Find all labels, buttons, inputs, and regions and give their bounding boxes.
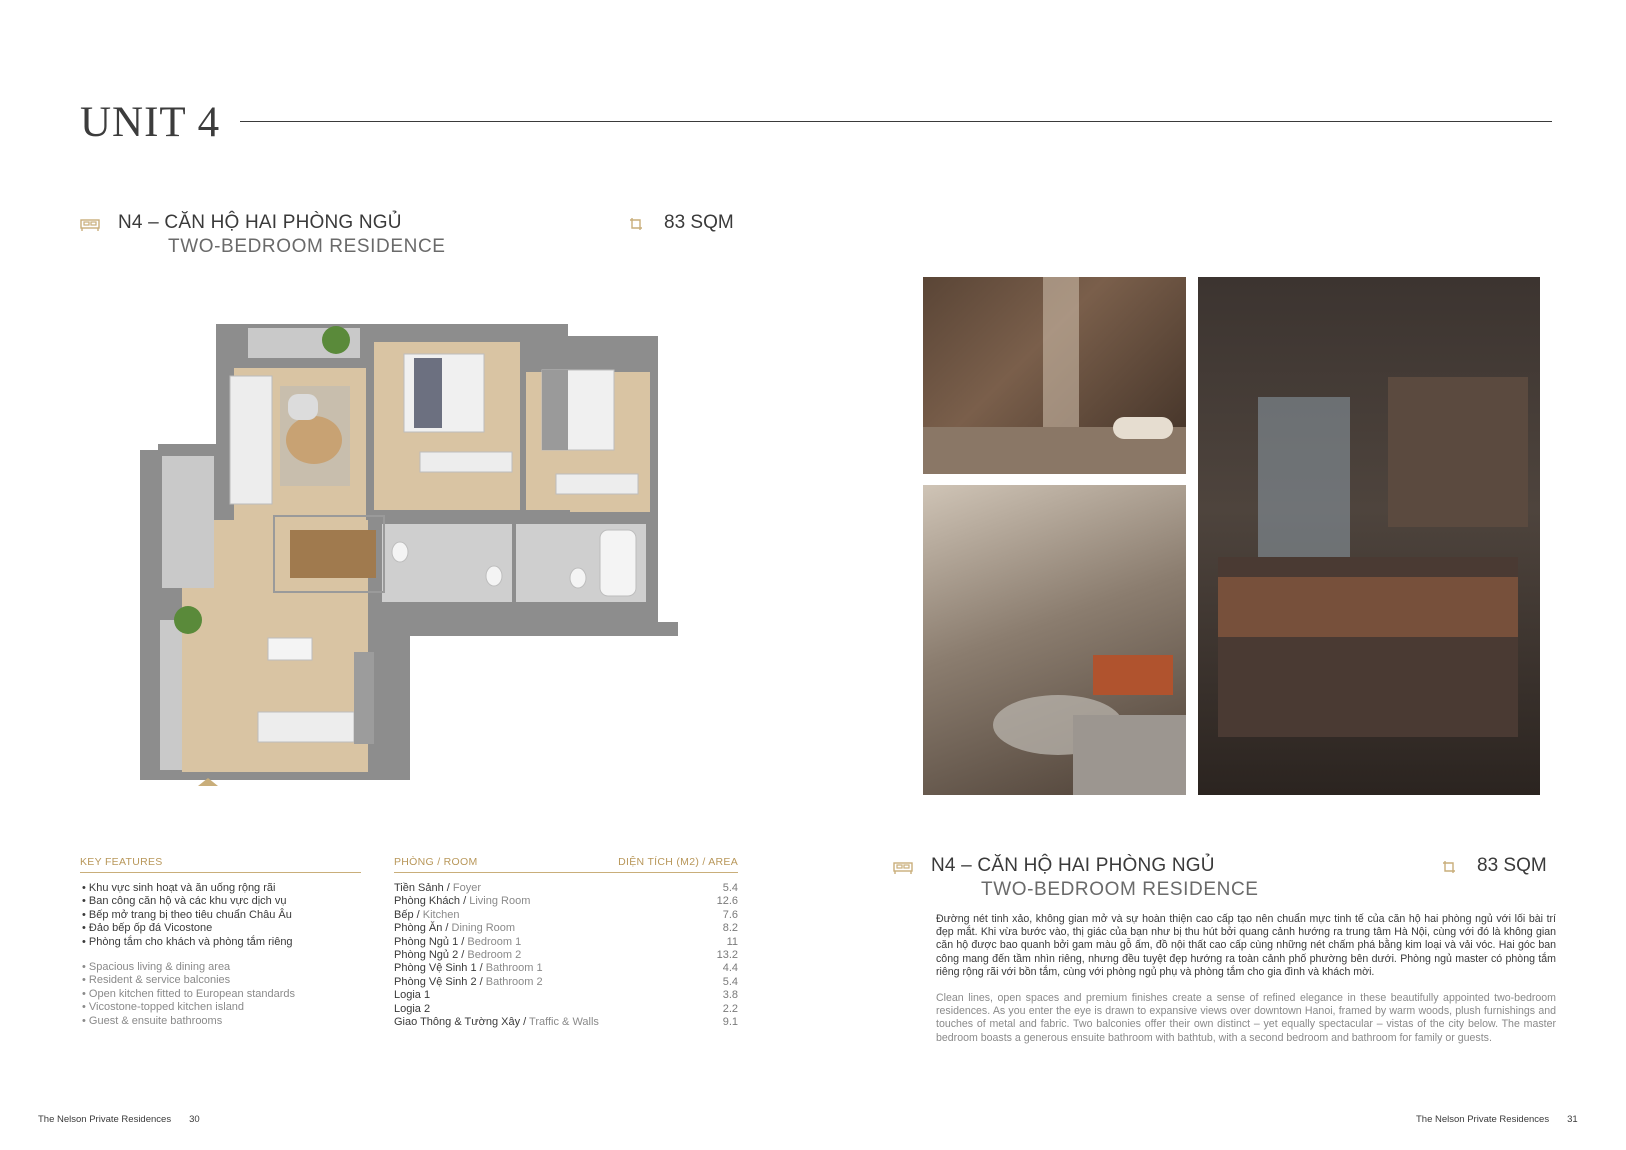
- room-area: 4.4: [722, 962, 738, 975]
- room-row: [394, 1016, 738, 1029]
- room-area: 13.2: [716, 949, 738, 961]
- description-en: Clean lines, open spaces and premium finishes create a sense of refined elegance in these beautifully appointed two-bedroom residences. As you enter the eye is drawn to expansive views over downtown Hanoi, framed by warm woods, plush furnishings and touches of metal and fabric. Two balconies offer their own distinct – yet equally spectacular – vistas of the city below. The master bedroom boasts a generous ensuite bathroom with bathtub, with a second bedroom and bathroom for family or guests.: [936, 992, 1556, 1044]
- rooms-rule: [394, 872, 738, 873]
- room-name-vn: Tiền Sảnh /: [394, 882, 453, 894]
- photo-foyer: [923, 277, 1186, 474]
- room-name-vn: Bếp /: [394, 908, 423, 921]
- floor-plan-drawing: [138, 320, 698, 790]
- unit-header-right: [893, 855, 1553, 905]
- floor-plan: [138, 320, 698, 790]
- unit-name-en: TWO-BEDROOM RESIDENCE: [168, 236, 446, 257]
- unit-area-value: 83 SQM: [664, 212, 734, 233]
- room-name-vn: Logia 2: [394, 1002, 431, 1015]
- bed-icon: [893, 861, 913, 875]
- features-rule: [80, 872, 361, 873]
- room-name-en: Foyer: [452, 882, 482, 894]
- page-number: 31: [1567, 1114, 1578, 1125]
- footer-brand: The Nelson Private Residences: [38, 1114, 172, 1125]
- room-area: 5.4: [722, 882, 738, 894]
- features-list-vn: [82, 882, 293, 949]
- room-name-vn: Phòng Ăn /: [394, 922, 452, 935]
- room-row: [394, 976, 738, 989]
- feature-item: • Spacious living & dining area: [82, 961, 295, 974]
- room-name-en: Dining Room: [451, 922, 516, 935]
- unit-header-left: [80, 212, 740, 262]
- room-name-en: Traffic & Walls: [529, 1016, 599, 1028]
- page-title: UNIT 4: [80, 99, 221, 146]
- title-divider: [240, 121, 1552, 122]
- features-list-en: [82, 961, 295, 1028]
- description-vn: Đường nét tinh xảo, không gian mở và sự hoàn thiện cao cấp tạo nên chuẩn mực tinh tế của căn hộ hai phòng ngủ với lối bài trí đẹp mắt. Khi vừa bước vào, thị giác của bạn như bị thu hút bởi quang cảnh hướng ra trung tâm Hà Nội, cùng với đó là không gian căn hộ được bao quanh bởi gam màu gỗ ấm, đồ nội thất cao cấp cùng những nét chấm phá bằng kim loại và vải vóc. Hai góc ban công mang đến tầm nhìn riêng, nhưng đều tuyệt đẹp hướng ra toàn cảnh phố phường bên dưới. Phòng ngủ master có phòng tắm riêng rộng rãi với bồn tắm, cùng với phòng ngủ phụ và phòng tắm cho gia đình và khách mời.: [936, 913, 1556, 978]
- room-name-vn: Phòng Ngủ 2 /: [394, 949, 468, 961]
- room-row: [394, 909, 738, 922]
- room-area: 2.2: [722, 1002, 738, 1015]
- features-heading: KEY FEATURES: [80, 856, 163, 868]
- feature-item: • Ban công căn hộ và các khu vực dịch vụ: [82, 895, 293, 908]
- area-icon: [628, 216, 644, 232]
- room-row: [394, 936, 738, 949]
- room-area: 12.6: [716, 895, 738, 908]
- room-name-vn: Giao Thông & Tường Xây /: [394, 1016, 530, 1028]
- area-icon: [1441, 859, 1457, 875]
- feature-item: • Phòng tắm cho khách và phòng tắm riêng: [82, 936, 293, 949]
- footer-right: [1416, 1114, 1578, 1125]
- unit-area-value: 83 SQM: [1477, 855, 1547, 876]
- room-row: [394, 989, 738, 1002]
- room-row: [394, 962, 738, 975]
- room-area: 9.1: [722, 1016, 738, 1028]
- feature-item: • Guest & ensuite bathrooms: [82, 1015, 295, 1028]
- room-row: [394, 922, 738, 935]
- room-row: [394, 882, 738, 895]
- room-name-en: Living Room: [469, 895, 531, 908]
- room-name-en: Kitchen: [422, 908, 460, 921]
- room-row: [394, 1003, 738, 1016]
- bed-icon: [80, 218, 100, 232]
- room-name-vn: Phòng Vệ Sinh 1 /: [394, 962, 486, 975]
- room-name-vn: Phòng Khách /: [394, 895, 470, 908]
- room-row: [394, 895, 738, 908]
- room-name-en: Bedroom 2: [467, 949, 522, 961]
- feature-item: • Đảo bếp ốp đá Vicostone: [82, 922, 293, 935]
- feature-item: • Bếp mở trang bị theo tiêu chuẩn Châu Âu: [82, 909, 293, 922]
- unit-name-vn: N4 – CĂN HỘ HAI PHÒNG NGỦ: [931, 855, 1215, 876]
- room-name-en: Bathroom 2: [485, 975, 543, 988]
- rooms-heading-area: DIỆN TÍCH (M2) / AREA: [618, 856, 738, 868]
- unit-name-vn: N4 – CĂN HỘ HAI PHÒNG NGỦ: [118, 212, 402, 233]
- unit-name-en: TWO-BEDROOM RESIDENCE: [981, 879, 1259, 900]
- photo-master-bedroom: [1198, 277, 1540, 795]
- room-area: 11: [726, 935, 738, 948]
- room-area: 7.6: [722, 908, 738, 921]
- feature-item: • Resident & service balconies: [82, 974, 295, 987]
- photo-living-room: [923, 485, 1186, 795]
- room-area: 3.8: [722, 989, 738, 1002]
- room-area: 5.4: [722, 975, 738, 988]
- room-name-en: Bedroom 1: [467, 935, 522, 948]
- feature-item: • Khu vực sinh hoạt và ăn uống rộng rãi: [82, 882, 293, 895]
- room-name-vn: Phòng Vệ Sinh 2 /: [394, 975, 486, 988]
- rooms-heading-room: PHÒNG / ROOM: [394, 856, 478, 868]
- footer-brand: The Nelson Private Residences: [1416, 1114, 1550, 1125]
- page-number: 30: [189, 1114, 200, 1125]
- footer-left: [38, 1114, 200, 1125]
- room-row: [394, 949, 738, 962]
- room-area: 8.2: [722, 922, 738, 935]
- room-name-vn: Logia 1: [394, 989, 431, 1002]
- room-name-en: Bathroom 1: [485, 962, 543, 975]
- feature-item: • Open kitchen fitted to European standards: [82, 988, 295, 1001]
- room-name-vn: Phòng Ngủ 1 /: [394, 935, 468, 948]
- feature-item: • Vicostone-topped kitchen island: [82, 1001, 295, 1014]
